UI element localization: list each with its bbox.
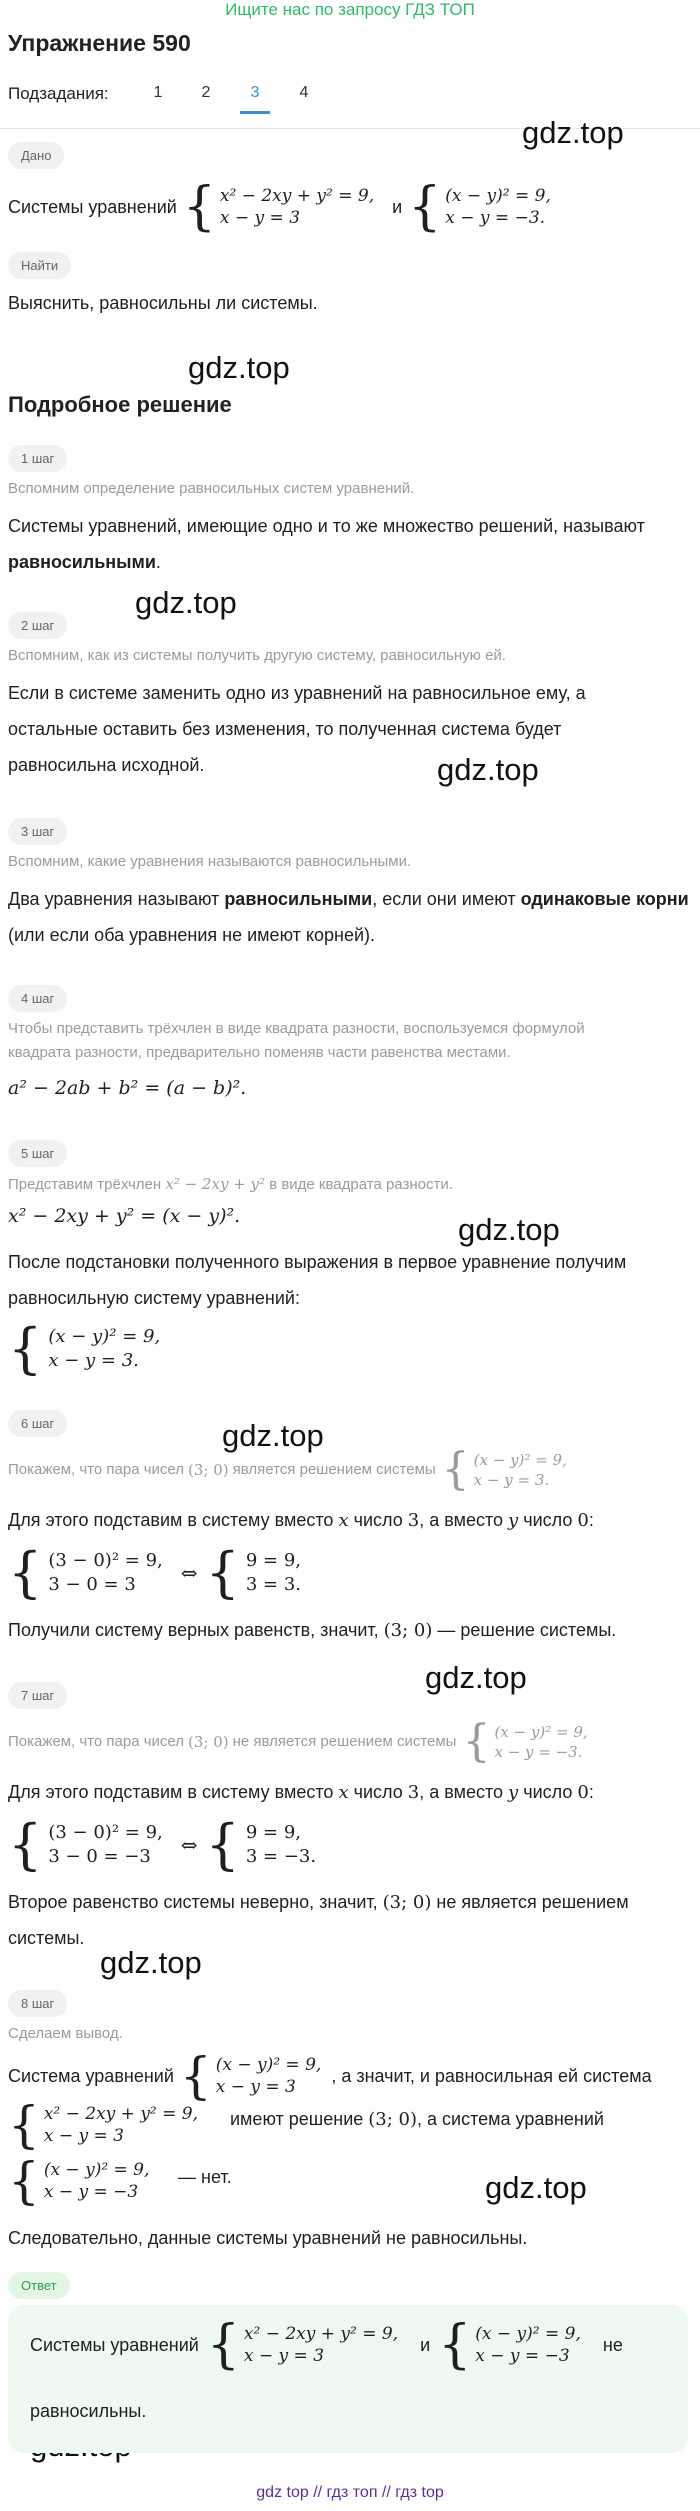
text: Системы уравнений xyxy=(30,2335,199,2355)
text: в виде квадрата разности. xyxy=(265,1176,453,1193)
answer-box xyxy=(8,2305,688,2453)
substitution: { (3 − 0)² = 9, 3 − 0 = 3 ⇔ { 9 = 9, 3 = 3. xyxy=(8,1541,302,1604)
equation: x − y = −3. xyxy=(445,208,546,228)
watermark: gdz.top xyxy=(425,1660,527,1695)
footer-links[interactable]: gdz top // гдз топ // гдз top xyxy=(256,2484,444,2501)
equation: x² − 2xy + y² = 9, xyxy=(43,2104,199,2124)
equation: (3 − 0)² = 9, xyxy=(48,1822,163,1843)
step-text: (или если оба уравнения не имеют корней). xyxy=(8,925,376,945)
step-badge: 8 шаг xyxy=(8,1990,67,2017)
number-pair: (3; 0) xyxy=(368,2109,418,2130)
text: Покажем, что пара чисел xyxy=(8,1733,185,1750)
variable: y xyxy=(508,1510,519,1531)
text: , если они имеют xyxy=(372,889,521,909)
text: Два уравнения называют xyxy=(8,889,225,909)
equivalence-arrow: ⇔ xyxy=(180,1561,198,1585)
find-badge: Найти xyxy=(8,252,71,279)
text: число xyxy=(518,1782,578,1802)
step-badge: 2 шаг xyxy=(8,612,67,639)
step-text: равносильную систему уравнений: xyxy=(8,1288,300,1308)
equation: x − y = 3 xyxy=(219,208,301,228)
number-pair: (3; 0) xyxy=(382,1892,432,1913)
variable: x xyxy=(338,1782,349,1803)
text: , а вместо xyxy=(419,1510,509,1530)
step-hint: Покажем, что пара чисел (3; 0) является решением системы { (x − y)² = 9, x − y = 3. xyxy=(8,1444,567,1495)
text: число xyxy=(518,1510,578,1530)
text: , а значит, и равносильная ей система xyxy=(331,2066,652,2086)
given-text xyxy=(8,177,688,237)
step-text xyxy=(8,1502,594,1539)
subtask-tab-2[interactable]: 2 xyxy=(201,84,211,101)
step-text: Система уравнений { (x − y)² = 9, x − y = 3 , а значит, и равносильная ей система xyxy=(8,2047,652,2105)
equation: x − y = 3. xyxy=(48,1350,139,1371)
step-badge: 6 шаг xyxy=(8,1410,67,1437)
watermark: gdz.top xyxy=(188,350,290,385)
number: 3 xyxy=(407,1782,420,1803)
subtask-tab-4[interactable]: 4 xyxy=(299,84,309,101)
text: не xyxy=(602,2335,623,2355)
punct: : xyxy=(588,1782,594,1802)
expression: x² − 2xy + y² xyxy=(165,1175,266,1193)
step-text xyxy=(8,1884,629,1921)
given-prefix: Системы уравнений xyxy=(8,197,177,217)
text: — нет. xyxy=(178,2167,232,2187)
text: Получили систему верных равенств, значит, xyxy=(8,1620,384,1640)
formula: a² − 2ab + b² = (a − b)². xyxy=(8,1077,247,1099)
text: Представим трёхчлен xyxy=(8,1176,166,1193)
punct: : xyxy=(588,1510,594,1530)
bold-term: одинаковые корни xyxy=(520,889,689,909)
text: Для этого подставим в систему вместо xyxy=(8,1510,339,1530)
equation: 3 = −3. xyxy=(245,1846,317,1867)
step-hint: Вспомним, какие уравнения называются равносильными. xyxy=(8,853,412,870)
step-text: После подстановки полученного выражения в первое уравнение получим xyxy=(8,1252,627,1272)
formula: x² − 2xy + y² = (x − y)². xyxy=(8,1205,241,1227)
number-pair: (3; 0) xyxy=(188,1733,229,1751)
text: и xyxy=(420,2335,431,2355)
answer-badge: Ответ xyxy=(8,2272,70,2299)
equation: (3 − 0)² = 9, xyxy=(48,1550,163,1571)
substitution: { (3 − 0)² = 9, 3 − 0 = −3 ⇔ { 9 = 9, 3 = −3. xyxy=(8,1813,317,1876)
equation: 3 − 0 = −3 xyxy=(48,1846,151,1867)
subtask-tab-3[interactable]: 3 xyxy=(240,84,270,114)
step-hint: Чтобы представить трёхчлен в виде квадрата разности, воспользуемся формулой xyxy=(8,1020,585,1037)
step-badge: 4 шаг xyxy=(8,985,67,1012)
number-pair: (3; 0) xyxy=(383,1620,433,1641)
solution-title: Подробное решение xyxy=(8,392,232,417)
equation: x − y = −3. xyxy=(494,1743,583,1761)
text: имеют решение xyxy=(230,2109,369,2129)
equation: x − y = −3 xyxy=(43,2182,139,2202)
step-hint: Вспомним определение равносильных систем уравнений. xyxy=(8,480,415,497)
equation: (x − y)² = 9, xyxy=(43,2160,150,2180)
text: , а система уравнений xyxy=(417,2109,604,2129)
watermark: gdz.top xyxy=(437,752,539,787)
equation: 9 = 9, xyxy=(245,1822,302,1843)
equation: (x − y)² = 9, xyxy=(445,186,551,206)
text: не является решением xyxy=(431,1892,629,1912)
equation: x − y = −3 xyxy=(475,2346,570,2366)
step-text: равносильна исходной. xyxy=(8,755,205,775)
text xyxy=(230,2106,604,2133)
step-text: Системы уравнений, имеющие одно и то же множество решений, называют xyxy=(8,516,645,536)
text: Покажем, что пара чисел xyxy=(8,1461,185,1478)
step-text xyxy=(8,1612,616,1649)
text: Второе равенство системы неверно, значит, xyxy=(8,1892,383,1912)
step-hint: Покажем, что пара чисел (3; 0) не является решением системы { (x − y)² = 9, x − y = −3. xyxy=(8,1716,588,1767)
equation: x − y = 3. xyxy=(473,1471,550,1489)
number: 0 xyxy=(577,1510,589,1531)
equation: (x − y)² = 9, xyxy=(48,1326,161,1347)
text: число xyxy=(348,1782,408,1802)
punct: . xyxy=(155,552,161,572)
text: число xyxy=(348,1510,408,1530)
text: не является решением системы xyxy=(232,1733,457,1750)
top-search-link[interactable]: Ищите нас по запросу ГДЗ ТОП xyxy=(225,0,475,19)
equation: (x − y)² = 9, xyxy=(215,2055,322,2075)
given-and: и xyxy=(392,197,403,217)
subtask-label: Подзадания: xyxy=(8,84,109,103)
equation: 9 = 9, xyxy=(245,1550,302,1571)
step-hint: квадрата разности, предварительно поменяв части равенства местами. xyxy=(8,1044,511,1061)
step-badge: 3 шаг xyxy=(8,818,67,845)
equation: (x − y)² = 9, xyxy=(494,1723,588,1741)
text: является решением системы xyxy=(232,1461,436,1478)
step-text xyxy=(8,1774,594,1811)
answer-text: Системы уравнений { x² − 2xy + y² = 9, x − y = 3 и { (x − y)² = 9, x − y = −3 не xyxy=(30,2315,623,2375)
step-hint xyxy=(8,1172,453,1197)
number: 3 xyxy=(407,1510,420,1531)
equation: x² − 2xy + y² = 9, xyxy=(243,2324,399,2344)
step-text: Если в системе заменить одно из уравнений на равносильное ему, а xyxy=(8,683,586,703)
equation: x² − 2xy + y² = 9, xyxy=(219,186,375,206)
watermark: gdz.top xyxy=(458,1212,560,1247)
number-pair: (3; 0) xyxy=(188,1461,229,1479)
step-hint: Сделаем вывод. xyxy=(8,2025,123,2042)
step-hint: Вспомним, как из системы получить другую систему, равносильную ей. xyxy=(8,647,506,664)
equation: 3 − 0 = 3 xyxy=(48,1574,136,1595)
step-text xyxy=(8,881,689,917)
system-equations: { (x − y)² = 9, x − y = 3. xyxy=(8,1317,161,1380)
find-text: Выяснить, равносильны ли системы. xyxy=(8,293,318,313)
text: , а вместо xyxy=(419,1782,509,1802)
equation: x − y = 3 xyxy=(43,2126,124,2146)
given-system-2: { (x − y)² = 9, x − y = −3. xyxy=(408,177,551,237)
step-text: остальные оставить без изменения, то полученная система будет xyxy=(8,719,562,739)
equation: (x − y)² = 9, xyxy=(473,1451,567,1469)
subtask-tab-1[interactable]: 1 xyxy=(153,84,163,101)
watermark: gdz.top xyxy=(135,585,237,620)
watermark: gdz.top xyxy=(485,2170,587,2205)
equivalence-arrow: ⇔ xyxy=(180,1833,198,1857)
text: Для этого подставим в систему вместо xyxy=(8,1782,339,1802)
page-title: Упражнение 590 xyxy=(8,30,191,56)
number: 0 xyxy=(577,1782,589,1803)
step-badge: 5 шаг xyxy=(8,1140,67,1167)
equation: (x − y)² = 9, xyxy=(475,2324,581,2344)
text: Система уравнений xyxy=(8,2066,174,2086)
given-system-1: { x² − 2xy + y² = 9, x − y = 3 xyxy=(182,177,375,237)
variable: x xyxy=(338,1510,349,1531)
bold-term: равносильными xyxy=(224,889,373,909)
given-badge: Дано xyxy=(8,142,64,169)
step-badge: 1 шаг xyxy=(8,445,67,472)
variable: y xyxy=(508,1782,519,1803)
equation: x − y = 3 xyxy=(215,2077,296,2097)
watermark: gdz.top xyxy=(522,115,624,150)
step-badge: 7 шаг xyxy=(8,1682,67,1709)
step-text xyxy=(8,544,161,580)
step-text: системы. xyxy=(8,1928,85,1948)
watermark: gdz.top xyxy=(222,1418,324,1453)
bold-term: равносильными xyxy=(8,552,156,572)
text: — решение системы. xyxy=(432,1620,617,1640)
equation: x − y = 3 xyxy=(243,2346,325,2366)
watermark: gdz.top xyxy=(100,1945,202,1980)
conclusion-block: { x² − 2xy + y² = 9, x − y = 3 имеют решение (3; 0), а система уравнений { (x − y)² = 9, x − y = −3 — нет. xyxy=(8,2096,604,2210)
answer-text: равносильны. xyxy=(30,2401,147,2421)
step-text: Следовательно, данные системы уравнений не равносильны. xyxy=(8,2228,528,2248)
equation: 3 = 3. xyxy=(245,1574,302,1595)
